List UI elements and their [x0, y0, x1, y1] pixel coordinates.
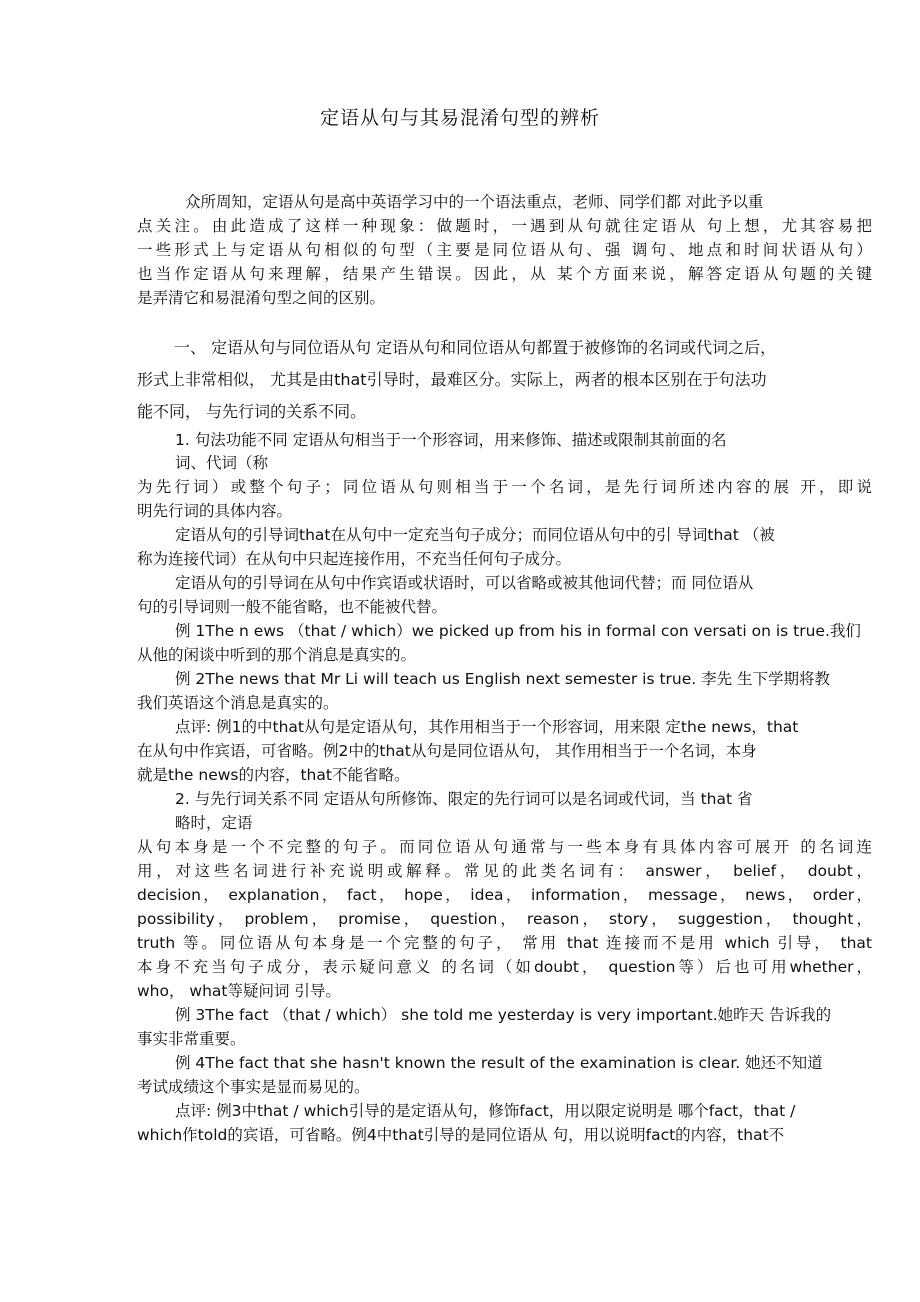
comment2-line-1: 点评: 例3中that / which引导的是定语从句，修饰fact，用以限定说明是 哪个fact，that / [175, 1102, 796, 1120]
example1-line-1: 例 1The n ews （that / which）we picked up from his in formal con versati on is true.我们 [175, 622, 861, 640]
example2-line-1: 例 2The news that Mr Li will teach us English next semester is true. 李先 生下学期将教 [175, 670, 831, 688]
example1-line-2: 从他的闲谈中听到的那个消息是真实的。 [137, 646, 417, 664]
comment1-line-3: 就是the news的内容，that不能省略。 [137, 766, 410, 784]
point1-line-6: 称为连接代词）在从句中只起连接作用，不充当任何句子成分。 [137, 550, 572, 568]
intro-line-1: 众所周知，定语从句是高中英语学习中的一个语法重点，老师、同学们都 对此予以重 [185, 193, 764, 211]
example4-line-1: 例 4The fact that she hasn't known the result of the examination is clear. 她还不知道 [175, 1054, 823, 1072]
example4-line-2: 考试成绩这个事实是显而易见的。 [137, 1078, 370, 1096]
point2-line-7: truth 等。同位语从句本身是一个完整的句子， 常用 that 连接而不是用 which 引导， that [137, 934, 872, 952]
comment1-line-1: 点评: 例1的中that从句是定语从句，其作用相当于一个形容词，用来限 定the news，that [175, 718, 799, 736]
intro-line-3: 一些形式上与定语从句相似的句型（主要是同位语从句、强 调句、地点和时间状语从句） [137, 241, 872, 259]
example2-line-2: 我们英语这个消息是真实的。 [137, 694, 339, 712]
point1-line-8: 句的引导词则一般不能省略，也不能被代替。 [137, 598, 448, 616]
section1-line-2: 形式上非常相似， 尤其是由that引导时，最难区分。实际上，两者的根本区别在于句法功 [137, 370, 767, 389]
point2-line-8: 本身不充当句子成分，表示疑问意义 的名词（如doubt， question等）后也可用whether， [137, 958, 872, 976]
intro-line-2: 点关注。由此造成了这样一种现象：做题时，一遇到从句就往定语从 句上想，尤其容易把 [137, 217, 872, 235]
example3-line-1: 例 3The fact （that / which） she told me yesterday is very important.她昨天 告诉我的 [175, 1006, 832, 1024]
document-title: 定语从句与其易混淆句型的辨析 [319, 107, 600, 129]
point1-line-4: 明先行词的具体内容。 [137, 502, 293, 520]
point1-line-2: 词、代词（称 [175, 454, 269, 472]
point1-line-7: 定语从句的引导词在从句中作宾语或状语时，可以省略或被其他词代替；而 同位语从 [175, 574, 754, 592]
point2-line-5: decision， explanation， fact， hope， idea， information， message， news， order， [137, 886, 872, 904]
point2-line-1: 2. 与先行词关系不同 定语从句所修饰、限定的先行词可以是名词或代词，当 that 省 [175, 790, 753, 808]
comment2-line-2: which作told的宾语，可省略。例4中that引导的是同位语从 句，用以说明fact的内容，that不 [137, 1126, 785, 1144]
intro-line-5: 是弄清它和易混淆句型之间的区别。 [137, 289, 386, 307]
section1-line-3: 能不同， 与先行词的关系不同。 [137, 402, 367, 421]
example3-line-2: 事实非常重要。 [137, 1030, 246, 1048]
point2-line-2: 略时，定语 [175, 814, 253, 832]
point2-line-4: 用，对这些名词进行补充说明或解释。常见的此类名词有： answer， belief， doubt， [137, 862, 872, 880]
point2-line-3: 从句本身是一个不完整的句子。而同位语从句通常与一些本身有具体内容可展开 的名词连 [137, 838, 872, 856]
section1-line-1: 一、 定语从句与同位语从句 定语从句和同位语从句都置于被修饰的名词或代词之后， [174, 338, 777, 357]
comment1-line-2: 在从句中作宾语，可省略。例2中的that从句是同位语从句， 其作用相当于一个名词，本身 [137, 742, 757, 760]
intro-line-4: 也当作定语从句来理解，结果产生错误。因此，从 某个方面来说，解答定语从句题的关键 [137, 265, 872, 283]
point1-line-5: 定语从句的引导词that在从句中一定充当句子成分；而同位语从句中的引 导词that （被 [175, 526, 775, 544]
point2-line-6: possibility， problem， promise， question， reason， story， suggestion， thought， [137, 910, 872, 928]
point2-line-9: who， what等疑问词 引导。 [137, 982, 341, 1000]
point1-line-1: 1. 句法功能不同 定语从句相当于一个形容词，用来修饰、描述或限制其前面的名 [175, 431, 727, 449]
point1-line-3: 为先行词）或整个句子；同位语从句则相当于一个名词，是先行词所述内容的展 开，即说 [137, 478, 872, 496]
